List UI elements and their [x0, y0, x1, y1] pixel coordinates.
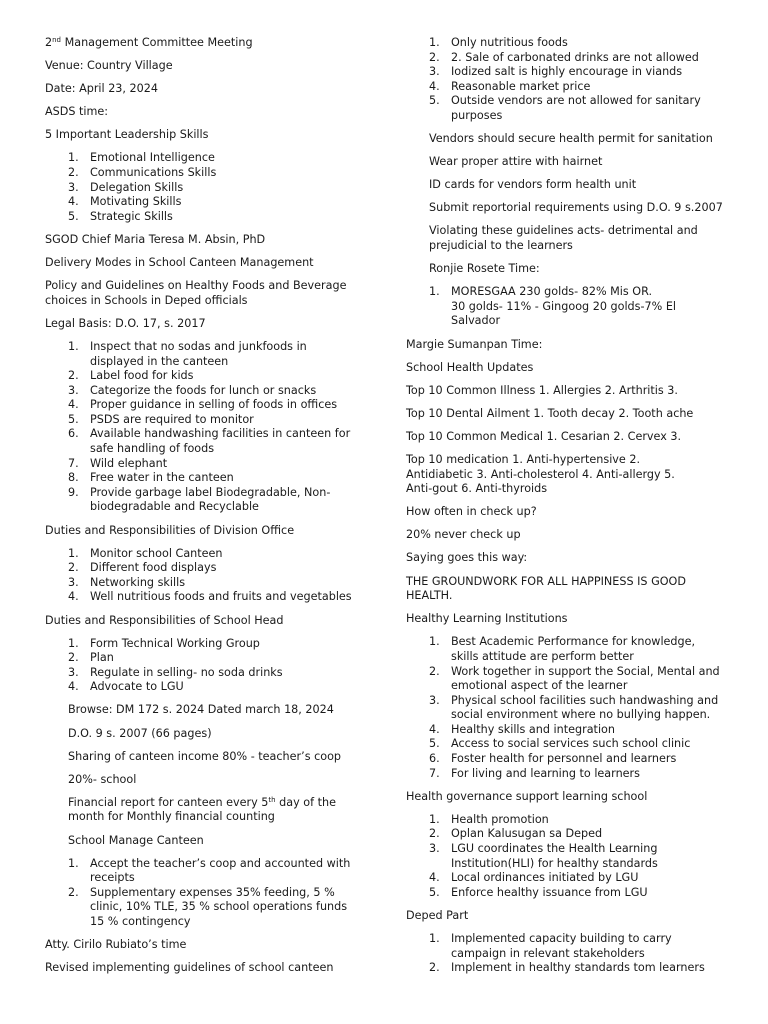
list-number: 5. — [429, 885, 440, 899]
canteen-rules-list — [406, 36, 724, 124]
meeting-title-text: Management Committee Meeting — [64, 36, 253, 49]
asds-time-line: ASDS time: — [45, 105, 109, 119]
school-health-heading: School Health Updates — [406, 360, 534, 374]
submit-line: Submit reportorial requirements using D.O. 9 s.2007 — [429, 201, 723, 215]
list-item-text: receipts — [90, 871, 135, 885]
school-manage-list — [45, 857, 365, 930]
list-number: 3. — [68, 575, 79, 589]
list-item-text: Inspect that no sodas and junkfoods in — [90, 339, 307, 353]
list-item-text: Provide garbage label Biodegradable, Non- — [90, 485, 331, 499]
list-item-text: Enforce healthy issuance from LGU — [451, 885, 648, 899]
list-item-text: 30 golds- 11% - Gingoog 20 golds-7% El — [451, 299, 676, 313]
leadership-heading: 5 Important Leadership Skills — [45, 128, 209, 142]
list-item-text: emotional aspect of the learner — [451, 679, 628, 693]
list-number: 4. — [68, 398, 79, 412]
list-item — [45, 576, 365, 591]
list-number: 7. — [429, 766, 440, 780]
list-item-text: Institution(HLI) for healthy standards — [451, 856, 658, 870]
list-number: 1. — [429, 932, 440, 945]
ronjie-time-line: Ronjie Rosete Time: — [429, 262, 540, 276]
list-item — [406, 842, 724, 871]
list-item — [406, 886, 724, 901]
list-item-text: Categorize the foods for lunch or snacks — [90, 383, 317, 397]
school-head-duties-list — [45, 637, 365, 695]
list-item-text: Iodized salt is highly encourage in viands — [451, 65, 683, 79]
list-item-text: Best Academic Performance for knowledge, — [451, 635, 696, 649]
school-head-heading: Duties and Responsibilities of School Head — [45, 613, 284, 627]
list-item-text: Different food displays — [90, 561, 217, 575]
list-number: 5. — [429, 94, 440, 108]
list-item-text: Free water in the canteen — [90, 471, 234, 485]
groundwork-text: HEALTH. — [406, 589, 453, 603]
list-number: 4. — [429, 79, 440, 93]
list-number: 2. — [68, 561, 79, 575]
list-item — [406, 665, 724, 694]
list-item — [406, 961, 724, 976]
financial-report-line — [68, 796, 365, 825]
governance-heading: Health governance support learning school — [406, 789, 648, 803]
list-number: 1. — [68, 546, 79, 560]
division-heading: Duties and Responsibilities of Division Office — [45, 523, 295, 537]
list-item-text: Available handwashing facilities in canteen for — [90, 427, 351, 441]
list-item-text: skills attitude are perform better — [451, 649, 634, 663]
legal-basis-line: Legal Basis: D.O. 17, s. 2017 — [45, 316, 206, 330]
list-item — [45, 651, 365, 666]
list-item-text: Work together in support the Social, Mental and — [451, 664, 720, 678]
list-item-text: Implement in healthy standards tom learners — [451, 961, 705, 975]
list-number: 2. — [429, 827, 440, 841]
list-number: 2. — [429, 664, 440, 678]
list-number: 3. — [429, 65, 440, 79]
financial-report-text — [68, 796, 365, 811]
list-item — [45, 590, 365, 605]
list-item-text: Foster health for personnel and learners — [451, 752, 677, 766]
list-item-text: Emotional Intelligence — [90, 151, 215, 165]
medication-line: Antidiabetic 3. Anti-cholesterol 4. Anti-allergy 5. — [406, 467, 675, 481]
top10-dental-line: Top 10 Dental Ailment 1. Tooth decay 2. Tooth ache — [406, 406, 694, 420]
deped-part-list — [406, 932, 724, 976]
how-often-line: How often in check up? — [406, 505, 537, 519]
list-number: 3. — [429, 693, 440, 707]
list-number: 6. — [68, 427, 79, 441]
list-item-text: Implemented capacity building to carry — [451, 932, 672, 945]
list-item — [406, 767, 724, 782]
list-item-text: Healthy skills and integration — [451, 722, 615, 736]
legal-basis-list — [45, 340, 365, 515]
list-item-text: Physical school facilities such handwashing and — [451, 693, 719, 707]
list-item-text: Strategic Skills — [90, 209, 173, 223]
governance-list — [406, 813, 724, 901]
margie-time-line: Margie Sumanpan Time: — [406, 337, 543, 351]
list-item-text: 2. Sale of carbonated drinks are not allowed — [451, 50, 699, 64]
deped-part-heading: Deped Part — [406, 908, 469, 922]
meeting-ordinal-suffix: nd — [52, 36, 62, 44]
list-number: 9. — [68, 485, 79, 499]
list-item — [406, 871, 724, 886]
list-item-text: Oplan Kalusugan sa Deped — [451, 827, 603, 841]
list-number: 2. — [68, 369, 79, 383]
list-number: 5. — [68, 209, 79, 223]
top10-medical-line: Top 10 Common Medical 1. Cesarian 2. Cervex 3. — [406, 429, 682, 443]
list-item — [406, 80, 724, 95]
list-item — [45, 413, 365, 428]
delivery-modes-line: Delivery Modes in School Canteen Management — [45, 256, 314, 270]
list-number: 3. — [68, 665, 79, 679]
list-number: 4. — [429, 722, 440, 736]
list-item-text: Motivating Skills — [90, 195, 182, 209]
list-item-text: Regulate in selling- no soda drinks — [90, 665, 283, 679]
atty-time-line: Atty. Cirilo Rubiato’s time — [45, 938, 187, 952]
healthy-institutions-list — [406, 635, 724, 781]
list-item-text: Well nutritious foods and fruits and vegetables — [90, 590, 352, 604]
list-number: 4. — [68, 195, 79, 209]
list-item — [406, 94, 724, 123]
id-cards-line: ID cards for vendors form health unit — [429, 178, 637, 192]
list-item — [406, 752, 724, 767]
list-item-text: clinic, 10% TLE, 35 % school operations funds — [90, 900, 348, 914]
top10-illness-line: Top 10 Common Illness 1. Allergies 2. Arthritis 3. — [406, 383, 678, 397]
list-item — [406, 51, 724, 66]
list-number: 4. — [68, 590, 79, 604]
list-number: 1. — [68, 339, 79, 353]
list-item-text: Delegation Skills — [90, 180, 184, 194]
venue-line: Venue: Country Village — [45, 59, 173, 73]
financial-text-a: Financial report for canteen every 5 — [68, 795, 269, 809]
list-item — [45, 486, 365, 515]
list-number: 1. — [68, 151, 79, 165]
list-item-text: For living and learning to learners — [451, 766, 640, 780]
list-item-text: Access to social services such school clinic — [451, 737, 691, 751]
medication-line: Top 10 medication 1. Anti-hypertensive 2. — [406, 452, 641, 466]
list-number: 1. — [429, 285, 440, 299]
list-number: 1. — [429, 812, 440, 826]
list-item — [45, 369, 365, 384]
list-number: 7. — [68, 456, 79, 470]
list-item — [406, 932, 724, 961]
list-item — [45, 151, 365, 166]
list-item — [406, 737, 724, 752]
list-number: 1. — [68, 856, 79, 870]
list-item-text: Form Technical Working Group — [90, 636, 260, 650]
groundwork-text: THE GROUNDWORK FOR ALL HAPPINESS IS GOOD — [406, 574, 686, 588]
financial-report-text-2: month for Monthly financial counting — [68, 810, 275, 824]
revised-guidelines-line: Revised implementing guidelines of school canteen — [45, 961, 334, 975]
list-item-text: Networking skills — [90, 575, 186, 589]
list-number: 5. — [68, 412, 79, 426]
list-item — [45, 471, 365, 486]
list-item-text: Wild elephant — [90, 456, 168, 470]
meeting-title — [45, 36, 365, 51]
list-item-text: Plan — [90, 651, 114, 665]
sgod-chief-line: SGOD Chief Maria Teresa M. Absin, PhD — [45, 232, 266, 246]
policy-line: Policy and Guidelines on Healthy Foods and Beverage — [45, 279, 347, 293]
list-item-text: Reasonable market price — [451, 79, 591, 93]
list-item — [45, 195, 365, 210]
list-item-text: Salvador — [451, 314, 501, 328]
saying-line: Saying goes this way: — [406, 551, 528, 565]
list-number: 5. — [429, 737, 440, 751]
list-number: 4. — [68, 680, 79, 694]
list-item — [45, 427, 365, 456]
groundwork-quote — [406, 575, 724, 604]
sharing-line: Sharing of canteen income 80% - teacher’s coop — [68, 749, 342, 763]
list-item-text: campaign in relevant stakeholders — [451, 946, 645, 960]
list-item — [406, 813, 724, 828]
list-number: 3. — [68, 180, 79, 194]
list-item-text: safe handling of foods — [90, 442, 215, 456]
violating-text: Violating these guidelines acts- detrimental and — [429, 224, 698, 238]
violating-text: prejudicial to the learners — [429, 239, 573, 253]
financial-text-b: day of the — [275, 795, 336, 809]
list-item — [45, 561, 365, 576]
list-item — [406, 694, 724, 723]
list-item — [45, 680, 365, 695]
list-number: 3. — [68, 383, 79, 397]
policy-line: choices in Schools in Deped officials — [45, 293, 248, 307]
list-item — [406, 285, 724, 329]
list-number: 3. — [429, 842, 440, 856]
list-number: 1. — [429, 635, 440, 649]
list-item-text: Proper guidance in selling of foods in offices — [90, 398, 338, 412]
list-item — [406, 723, 724, 738]
list-item-text: Health promotion — [451, 812, 549, 826]
list-item — [45, 547, 365, 562]
list-item-text: purposes — [451, 108, 503, 122]
list-item — [45, 210, 365, 225]
healthy-institutions-heading: Healthy Learning Institutions — [406, 612, 568, 626]
list-item-text: displayed in the canteen — [90, 354, 229, 368]
list-number: 1. — [68, 636, 79, 650]
left-column — [45, 36, 365, 984]
list-item — [45, 398, 365, 413]
list-number: 1. — [429, 36, 440, 49]
list-item — [45, 181, 365, 196]
right-column — [406, 36, 724, 984]
attire-line: Wear proper attire with hairnet — [429, 155, 603, 169]
list-item — [45, 457, 365, 472]
list-item-text: Label food for kids — [90, 369, 194, 383]
list-number: 8. — [68, 471, 79, 485]
list-item-text: Local ordinances initiated by LGU — [451, 871, 639, 885]
date-line: Date: April 23, 2024 — [45, 82, 159, 96]
list-item-text: MORESGAA 230 golds- 82% Mis OR. — [451, 285, 653, 299]
list-item-text: Monitor school Canteen — [90, 546, 223, 560]
list-item — [45, 637, 365, 652]
list-item-text: LGU coordinates the Health Learning — [451, 842, 658, 856]
list-item — [45, 666, 365, 681]
list-item — [45, 384, 365, 399]
leadership-skills-list — [45, 151, 365, 224]
medication-line: Anti-gout 6. Anti-thyroids — [406, 482, 548, 496]
list-item-text: Accept the teacher’s coop and accounted with — [90, 856, 351, 870]
never-check-line: 20% never check up — [406, 528, 521, 542]
list-number: 2. — [429, 961, 440, 975]
top10-medication-block — [406, 453, 724, 497]
list-item — [406, 827, 724, 842]
financial-suffix: th — [268, 795, 276, 804]
list-item-text: Communications Skills — [90, 166, 217, 180]
list-item-text: Supplementary expenses 35% feeding, 5 % — [90, 885, 335, 899]
list-number: 2. — [429, 50, 440, 64]
list-item — [406, 635, 724, 664]
vendors-permit-line: Vendors should secure health permit for sanitation — [429, 132, 713, 146]
browse-line: Browse: DM 172 s. 2024 Dated march 18, 2024 — [68, 703, 334, 717]
policy-heading — [45, 279, 365, 308]
list-item-text: 15 % contingency — [90, 915, 191, 928]
list-item-text: biodegradable and Recyclable — [90, 500, 259, 514]
moresgaa-list — [406, 285, 724, 329]
list-item — [406, 65, 724, 80]
list-number: 2. — [68, 166, 79, 180]
list-item-text: Outside vendors are not allowed for sanitary — [451, 94, 701, 108]
list-item-text: social environment where no bullying happen. — [451, 708, 711, 722]
list-item — [45, 166, 365, 181]
list-item-text: PSDS are required to monitor — [90, 412, 254, 426]
list-number: 2. — [68, 885, 79, 899]
list-item-text: Advocate to LGU — [90, 680, 184, 694]
list-item — [45, 340, 365, 369]
list-item — [45, 886, 365, 930]
list-item — [45, 857, 365, 886]
school-share-line: 20%- school — [68, 772, 137, 786]
list-number: 6. — [429, 752, 440, 766]
school-manage-heading: School Manage Canteen — [68, 833, 204, 847]
meeting-ordinal: 2 — [45, 36, 53, 49]
division-duties-list — [45, 547, 365, 605]
list-item-text: Only nutritious foods — [451, 36, 568, 49]
list-number: 2. — [68, 651, 79, 665]
list-number: 4. — [429, 871, 440, 885]
violating-line — [429, 224, 724, 253]
do9-line: D.O. 9 s. 2007 (66 pages) — [68, 726, 212, 740]
list-item — [406, 36, 724, 51]
